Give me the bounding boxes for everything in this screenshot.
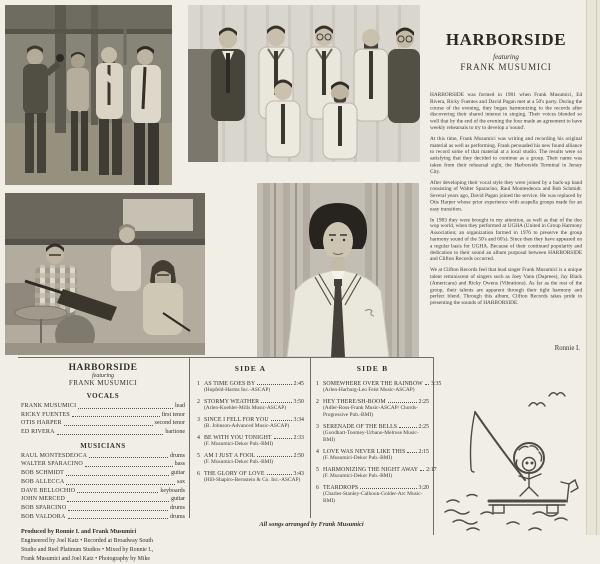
dotted-leader <box>388 402 417 403</box>
sleeve-edge <box>586 0 600 535</box>
track-item <box>316 399 429 419</box>
tracklist-top-rule <box>18 357 433 358</box>
dotted-leader <box>267 474 292 475</box>
credit-role: guitar <box>171 496 185 503</box>
track-title: SINCE I FELL FOR YOU <box>204 417 269 424</box>
credit-row <box>21 513 185 522</box>
track-number: 4 <box>316 449 319 456</box>
photo-group-posed <box>188 5 420 162</box>
dotted-leader <box>68 510 168 511</box>
track-publisher: (F. Musumici-Dekor Pub.-BMI) <box>323 455 393 462</box>
track-number: 2 <box>197 399 200 406</box>
dotted-leader <box>64 425 153 426</box>
musicians-list <box>21 452 185 522</box>
credit-name: BOB SPARCINO <box>21 504 67 511</box>
credits-title: HARBORSIDE <box>68 363 138 373</box>
credit-name: BOB ALLECCA <box>21 478 65 485</box>
track-title: THE GLORY OF LOVE <box>204 471 265 478</box>
photo-rehearsal-illustration <box>5 5 172 185</box>
track-title: SOMEWHERE OVER THE RAINBOW <box>323 381 423 387</box>
side-a-tracks <box>197 381 304 484</box>
dotted-leader <box>66 484 175 485</box>
dotted-leader <box>407 452 416 453</box>
photo-band-instruments <box>5 193 205 355</box>
track-item <box>197 453 304 466</box>
dotted-leader <box>68 518 169 519</box>
photo-frank-portrait <box>257 183 419 357</box>
track-title: TEARDROPS <box>323 485 359 492</box>
credit-row <box>21 452 185 461</box>
side-b-header: SIDE B <box>356 364 389 373</box>
fisherman-cartoon <box>437 384 583 532</box>
credit-role: drums <box>170 452 185 459</box>
track-publisher: (F. Musumici-Dekor Pub.-BMI) <box>323 473 393 480</box>
track-number: 5 <box>316 467 319 474</box>
credit-role: guitar <box>171 470 185 477</box>
credit-role: baritone <box>165 429 185 436</box>
featuring-label: featuring <box>493 53 519 61</box>
track-title: LOVE WAS NEVER LIKE THIS <box>323 449 406 456</box>
track-publisher: (Adler-Ross-Frank Music-ASCAP/ Chords-Progressive Pub.-BMI) <box>323 405 418 419</box>
track-time: 2:50 <box>293 453 304 460</box>
dotted-leader <box>425 384 429 385</box>
track-publisher: (Arlen-Koehler-Mills Music-ASCAP) <box>204 405 287 412</box>
photo-rehearsal-candid <box>5 5 172 185</box>
track-title: AM I JUST A FOOL <box>204 453 256 460</box>
dotted-leader <box>274 438 292 439</box>
track-number: 3 <box>316 424 319 431</box>
track-item <box>316 467 437 480</box>
production-credit-line: Frank Musumici and Joel Katz • Photography by Mike <box>21 555 151 562</box>
divider-credits-sidea <box>189 357 190 518</box>
credit-row <box>21 402 185 411</box>
credit-role: first tenor <box>161 411 185 418</box>
track-publisher: (F. Musumici-Dekor Pub.-BMI) <box>204 441 274 448</box>
vocals-header: VOCALS <box>86 392 120 400</box>
track-title: BE WITH YOU TONIGHT <box>204 435 272 442</box>
credits-artist: FRANK MUSUMICI <box>68 379 138 387</box>
track-number: 3 <box>197 417 200 424</box>
credit-row <box>21 460 185 469</box>
track-item <box>197 435 304 448</box>
dotted-leader <box>67 501 169 502</box>
credit-row <box>21 469 185 478</box>
dotted-leader <box>72 416 160 417</box>
side-a-panel <box>197 364 304 489</box>
fisherman-cartoon-drawing <box>437 384 583 532</box>
track-publisher: (Hupfeld-Harms Inc.-ASCAP) <box>204 387 271 393</box>
track-publisher: (Charles-Stanley-Calhoun-Golder-Arc Music-BMI) <box>323 491 423 505</box>
track-time: 3:20 <box>418 485 429 492</box>
photo-band-illustration <box>5 193 205 355</box>
credit-name: FRANK MUSUMICI <box>21 403 77 409</box>
dotted-leader <box>360 488 416 489</box>
track-item <box>197 417 304 430</box>
credit-name: DAVE BELLOCHIO <box>21 487 76 494</box>
track-publisher: (Goodhart-Toomey-Urbano-Melrose Music-BMI) <box>323 430 419 444</box>
credit-role: sax <box>177 478 185 485</box>
liner-paragraph: We at Clifton Records feel that lead singer Frank Musumici is a unique talent reminiscent of singers such as Joey Vann (Duprees), Jay Black (Americans) and Ricky Owens (Vibrations). As far as the rest of the group, their talents are apparent through their tight harmony and perfect blend. Through this album, Clifton Records takes pride in presenting the sounds of HARBORSIDE. <box>430 267 583 306</box>
credit-name: RICKY FUENTES <box>21 411 70 418</box>
credits-panel <box>21 363 185 564</box>
dotted-leader <box>77 492 158 493</box>
dotted-leader <box>89 457 168 458</box>
track-title: SERENADE OF THE BELLS <box>323 424 398 431</box>
track-publisher: (Hill-Shapiro-Bernstein & Co. Inc.-ASCAP) <box>204 477 301 484</box>
track-time: 2:17 <box>426 467 437 474</box>
track-item <box>316 485 429 505</box>
credit-name: ED RIVERA <box>21 429 55 436</box>
track-number: 6 <box>197 471 200 478</box>
artist-name: FRANK MUSUMICI <box>460 62 552 72</box>
track-item <box>197 471 304 484</box>
dotted-leader <box>66 475 169 476</box>
track-time: 2:45 <box>293 381 304 387</box>
dotted-leader <box>85 466 173 467</box>
track-time: 3:43 <box>293 471 304 478</box>
credit-role: second tenor <box>154 420 185 427</box>
photo-portrait-illustration <box>257 183 419 357</box>
photo-group-illustration <box>188 5 420 162</box>
production-credit-line: Produced by Ronnie I. and Frank Musumici <box>21 529 137 536</box>
divider-sidea-sideb <box>310 357 311 518</box>
side-a-header: SIDE A <box>234 364 267 373</box>
credit-row <box>21 428 185 437</box>
credit-name: OTIS HARPER <box>21 420 62 427</box>
track-item <box>316 424 429 444</box>
track-publisher: (F. Musumici-Dekor Pub.-BMI) <box>204 459 274 466</box>
track-item <box>316 449 429 462</box>
dotted-leader <box>261 402 291 403</box>
liner-paragraph: In 1983 they were brought to my attention, as well as that of the doo wop world, when they performed at UGHA (United in Group Harmony Association; an organization formed in 1976 to preserve the group harmony sound of the 50's and 60's). Since then they have appeared on a regular basis for UGHA. Because of their continued popularity and dedication to their sound an album purposal between HARBORSIDE and Clifton Records occurred. <box>430 216 583 263</box>
liner-paragraph: After developing their vocal style they were joined by a back-up band consisting of Walter Sparacino, Raul Montesdeoca and Bob Schmidt. Several years ago, David Pagan joined the service. He was replaced by Otis Harper whose prior experience with acapella groups made for an easy transition. <box>430 179 583 212</box>
track-time: 2:15 <box>418 449 429 456</box>
track-publisher: (Arlen-Harburg-Leo Feist Music-ASCAP) <box>323 387 415 393</box>
credit-name: WALTER SPARACINO <box>21 461 83 468</box>
track-number: 6 <box>316 485 319 492</box>
side-b-panel <box>316 364 442 510</box>
credit-role: drums <box>170 513 185 520</box>
track-title: HEY THERE/SH-BOOM <box>323 399 386 406</box>
dotted-leader <box>78 408 173 409</box>
credit-name: JOHN MERCED <box>21 496 66 503</box>
credit-row <box>21 478 185 487</box>
production-credit-line: Studio and Reel Platinum Studios • Mixed by Ronnie I., <box>21 546 154 553</box>
credit-row <box>21 419 185 428</box>
liner-paragraph: At this time, Frank Musumici was writing and recording his original material as well as performing. Frank persuaded his new found alliance to record some of that material at a local studio. The results were so satisfying that they decided to continue as a group. Their name was taken from their rehearsal sight, the Harborside Terminal in Jersey City. <box>430 135 583 175</box>
liner-paragraph: HARBORSIDE was formed in 1981 when Frank Musumici, Ed Rivera, Ricky Fuentes and David Pagan met at a 50's party. During the course of the evening, they began harmonizing to the records after discovering their shared interest in singing. Their voices blended so well that by the end of the evening the four made an agreement to have weekly rehearsals to try to develop a 'sound'. <box>430 92 583 131</box>
production-credit-line: Engineered by Joel Katz • Recorded at Broadway South <box>21 538 153 545</box>
track-title: AS TIME GOES BY <box>204 381 256 387</box>
credit-name: RAUL MONTESDEOCA <box>21 452 88 459</box>
credit-row <box>21 504 185 513</box>
musicians-header: MUSICIANS <box>80 441 126 450</box>
credit-row <box>21 487 185 496</box>
vocals-list <box>21 402 185 437</box>
credit-role: drums <box>170 504 185 511</box>
track-number: 1 <box>316 381 319 387</box>
album-title: HARBORSIDE <box>445 30 567 49</box>
track-number: 5 <box>197 453 200 460</box>
track-item <box>197 399 304 412</box>
credit-row <box>21 495 185 504</box>
credit-role: lead <box>175 403 185 409</box>
track-time: 3:34 <box>293 417 304 424</box>
side-b-tracks <box>316 381 442 505</box>
track-title: STORMY WEATHER <box>204 399 260 406</box>
credit-role: bass <box>174 461 185 468</box>
credits-featuring: featuring <box>92 373 114 379</box>
credit-name: BOB VALDORA <box>21 513 66 520</box>
track-time: 2:25 <box>418 399 429 406</box>
credit-name: BOB SCHMIDT <box>21 470 65 477</box>
track-publisher: (B. Johnson-Advanced Music-ASCAP) <box>204 423 290 430</box>
arranged-footer: All songs arranged by Frank Musumici <box>259 521 364 528</box>
dotted-leader <box>399 427 416 428</box>
track-time: 3:50 <box>293 399 304 406</box>
dotted-leader <box>420 470 424 471</box>
track-title: HARMONIZING THE NIGHT AWAY <box>323 467 419 474</box>
signature: Ronnie I. <box>554 345 580 352</box>
credit-row <box>21 411 185 420</box>
dotted-leader <box>57 434 164 435</box>
dotted-leader <box>257 456 291 457</box>
track-number: 1 <box>197 381 200 387</box>
track-time: 2:33 <box>293 435 304 442</box>
track-number: 2 <box>316 399 319 406</box>
credit-role: keyboards <box>160 487 185 494</box>
dotted-leader <box>257 384 291 385</box>
track-time: 3:35 <box>430 381 442 387</box>
production-credits <box>21 528 185 563</box>
track-number: 4 <box>197 435 200 442</box>
track-time: 2:25 <box>418 424 429 431</box>
seagull-icon <box>529 393 565 406</box>
track-item <box>197 381 304 394</box>
track-item <box>316 381 442 394</box>
dotted-leader <box>271 420 292 421</box>
liner-notes-text <box>430 92 582 311</box>
